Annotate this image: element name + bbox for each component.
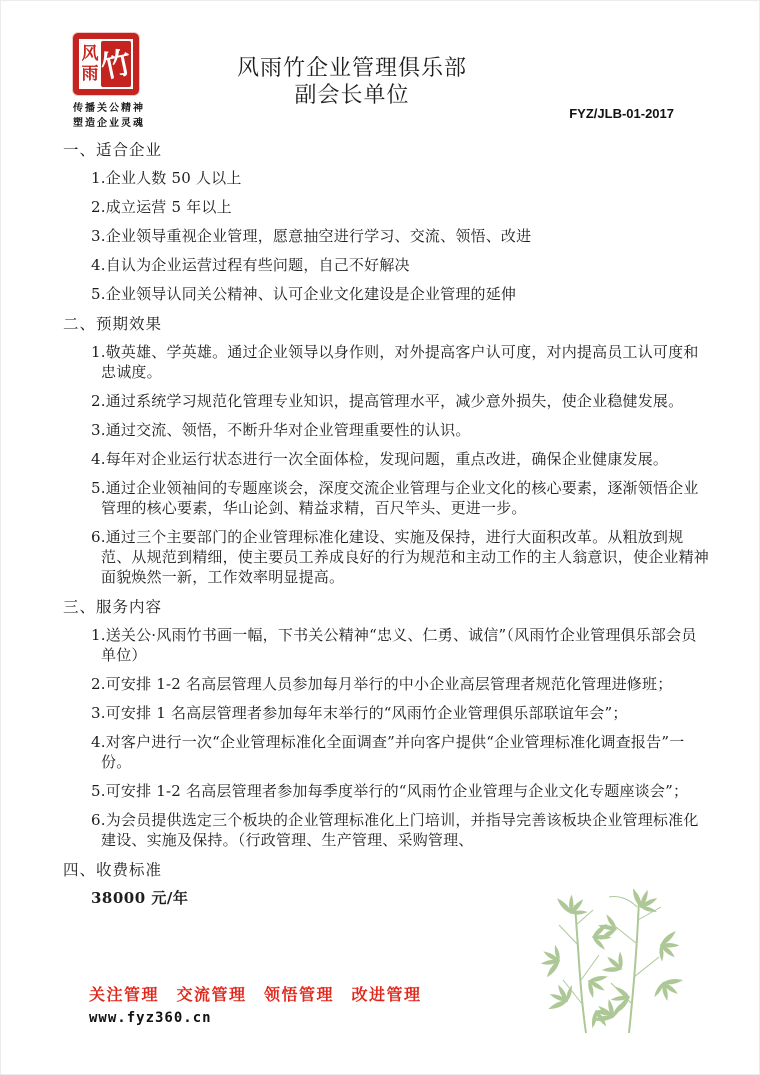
list-item: 6.为会员提供选定三个板块的企业管理标准化上门培训，并指导完善该板块企业管理标准化建设、实施及保持。（行政管理、生产管理、采购管理、: [91, 811, 699, 849]
bamboo-decoration-icon: [501, 885, 711, 1043]
list-item: 1.送关公·风雨竹书画一幅，下书关公精神“忠义、仁勇、诚信”（风雨竹企业管理俱乐部会员单位）: [91, 626, 697, 664]
title-line2: 副会长单位: [294, 83, 410, 108]
section-heading: 三、服务内容: [63, 598, 163, 616]
section-expected-results: [63, 314, 709, 587]
seal-char-yu: 雨: [81, 64, 99, 84]
list-item: 5.企业领导认同关公精神、认可企业文化建设是企业管理的延伸: [91, 285, 517, 303]
document-title: [1, 55, 759, 109]
seal-char-feng: 风: [81, 44, 99, 64]
document-body: [63, 140, 709, 918]
list-item: 1.敬英雄、学英雄。通过企业领导以身作则，对外提高客户认可度，对内提高员工认可度和忠诚度。: [91, 343, 699, 381]
section-heading: 四、收费标准: [63, 861, 163, 879]
title-line1: 风雨竹企业管理俱乐部: [236, 56, 467, 81]
list-item: 2.通过系统学习规范化管理专业知识，提高管理水平，减少意外损失，使企业稳健发展。: [91, 392, 684, 410]
fee-value: 38000 元/年: [91, 889, 189, 907]
page-footer: [89, 985, 422, 1026]
list-item: 3.企业领导重视企业管理，愿意抽空进行学习、交流、领悟、改进: [91, 227, 532, 245]
list-item: 2.可安排 1-2 名高层管理人员参加每月举行的中小企业高层管理者规范化管理进修班；: [91, 675, 673, 693]
list-item: 3.通过交流、领悟，不断升华对企业管理重要性的认识。: [91, 421, 471, 439]
section-suitable-enterprises: [63, 140, 709, 304]
seal-char-zhu: 竹: [98, 45, 135, 86]
list-item: 6.通过三个主要部门的企业管理标准化建设、实施及保持，进行大面积改革。从粗放到规范、从规范到精细，使主要员工养成良好的行为规范和主动工作的主人翁意识，使企业精神面貌焕然一新，工作效率明显提高。: [91, 528, 710, 586]
list-item: 4.每年对企业运行状态进行一次全面体检，发现问题，重点改进，确保企业健康发展。: [91, 450, 669, 468]
footer-website: www.fyz360.cn: [89, 1010, 212, 1026]
list-item: 2.成立运营 5 年以上: [91, 198, 232, 216]
section-heading: 二、预期效果: [63, 315, 163, 333]
footer-slogan: 关注管理 交流管理 领悟管理 改进管理: [89, 985, 422, 1004]
section-service-content: [63, 597, 709, 850]
list-item: 1.企业人数 50 人以上: [91, 169, 242, 187]
list-item: 4.对客户进行一次“企业管理标准化全面调查”并向客户提供“企业管理标准化调查报告”一份。: [91, 733, 685, 771]
section-heading: 一、适合企业: [63, 141, 163, 159]
list-item: 5.通过企业领袖间的专题座谈会，深度交流企业管理与企业文化的核心要素，逐渐领悟企业管理的核心要素，华山论剑、精益求精，百尺竿头、更进一步。: [91, 479, 699, 517]
list-item: 4.自认为企业运营过程有些问题，自己不好解决: [91, 256, 410, 274]
list-item: 3.可安排 1 名高层管理者参加每年末举行的“风雨竹企业管理俱乐部联谊年会”；: [91, 704, 628, 722]
tagline-line2: 塑造企业灵魂: [73, 118, 145, 129]
list-item: 5.可安排 1-2 名高层管理者参加每季度举行的“风雨竹企业管理与企业文化专题座谈会”；: [91, 782, 689, 800]
document-number: FYZ/JLB-01-2017: [569, 106, 674, 121]
tagline-line1: 传播关公精神: [73, 103, 145, 114]
